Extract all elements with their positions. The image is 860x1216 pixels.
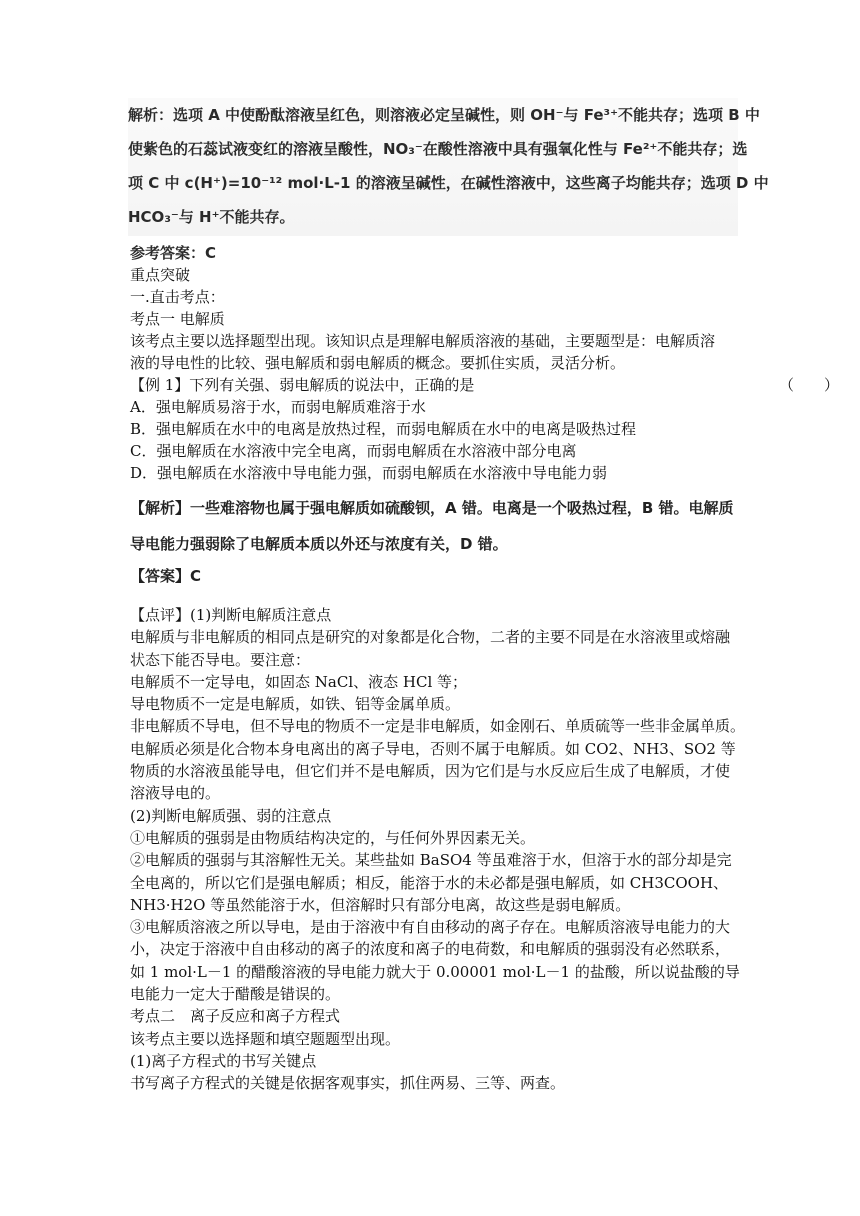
comment-line: 如 1 mol·L－1 的醋酸溶液的导电能力就大于 0.00001 mol·L－1 的盐酸，所以说盐酸的导 bbox=[130, 962, 740, 981]
comment-body bbox=[130, 604, 760, 1095]
comment-line: NH3·H2O 等虽然能溶于水，但溶解时只有部分电离，故这些是弱电解质。 bbox=[130, 895, 631, 914]
analysis-line: 使紫色的石蕊试液变红的溶液呈酸性，NO₃⁻在酸性溶液中具有强氧化性与 Fe²⁺不能共存；选 bbox=[128, 140, 748, 158]
analysis-line: HCO₃⁻与 H⁺不能共存。 bbox=[128, 208, 295, 226]
comment-line: (2)判断电解质强、弱的注意点 bbox=[130, 806, 332, 825]
comment-line: 状态下能否导电。要注意： bbox=[130, 650, 311, 669]
comment-line: (1)离子方程式的书写关键点 bbox=[130, 1051, 317, 1070]
comment-line: 导电物质不一定是电解质，如铁、铝等金属单质。 bbox=[130, 695, 461, 714]
comment-line: 电解质与非电解质的相同点是研究的对象都是化合物，二者的主要不同是在水溶液里或熔融 bbox=[130, 628, 731, 647]
comment-line: 小，决定于溶液中自由移动的离子的浓度和离子的电荷数，和电解质的强弱没有必然联系， bbox=[130, 940, 731, 959]
section-body bbox=[130, 264, 840, 484]
comment-line: 非电解质不导电，但不导电的物质不一定是非电解质，如金刚石、单质硫等一些非金属单质。 bbox=[130, 717, 746, 736]
analysis-line: 解析：选项 A 中使酚酞溶液呈红色，则溶液必定呈碱性，则 OH⁻与 Fe³⁺不能共存；选项 B 中 bbox=[128, 106, 760, 124]
analysis-image-block bbox=[128, 98, 769, 236]
comment-line: 该考点主要以选择题和填空题题型出现。 bbox=[130, 1029, 401, 1048]
explanation-image-block bbox=[130, 490, 740, 562]
comment-line: 物质的水溶液虽能导电，但它们并不是电解质，因为它们是与水反应后生成了电解质，才使 bbox=[130, 762, 731, 781]
analysis-line: 项 C 中 c(H⁺)=10⁻¹² mol·L-1 的溶液呈碱性，在碱性溶液中，这些离子均能共存；选项 D 中 bbox=[128, 174, 769, 192]
example-question bbox=[130, 374, 840, 396]
section-subheading: 一.直击考点： bbox=[130, 288, 225, 306]
reference-answer: 参考答案：C bbox=[130, 244, 217, 262]
comment-line: ③电解质溶液之所以导电，是由于溶液中有自由移动的离子存在。电解质溶液导电能力的大 bbox=[130, 918, 731, 937]
comment-line: ②电解质的强弱与其溶解性无关。某些盐如 BaSO4 等虽难溶于水，但溶于水的部分却是完 bbox=[130, 851, 732, 870]
point1-description: 液的导电性的比较、强电解质和弱电解质的概念。要抓住实质，灵活分析。 bbox=[130, 354, 626, 372]
comment-line: 电解质不一定导电，如固态 NaCl、液态 HCl 等； bbox=[130, 672, 468, 691]
option-b: B．强电解质在水中的电离是放热过程，而弱电解质在水中的电离是吸热过程 bbox=[130, 420, 637, 438]
answer-image-block bbox=[130, 558, 740, 594]
comment-line: 【点评】(1)判断电解质注意点 bbox=[130, 606, 332, 624]
example-label: 【例 1】下列有关强、弱电解质的说法中，正确的是 bbox=[130, 376, 475, 394]
comment-line: ①电解质的强弱是由物质结构决定的，与任何外界因素无关。 bbox=[130, 828, 536, 847]
comment-line: 溶液导电的。 bbox=[130, 784, 221, 803]
option-a: A．强电解质易溶于水，而弱电解质难溶于水 bbox=[130, 398, 426, 416]
explanation-line: 【解析】一些难溶物也属于强电解质如硫酸钡，A 错。电离是一个吸热过程，B 错。电解质 bbox=[130, 499, 734, 517]
comment-line: 考点二 离子反应和离子方程式 bbox=[130, 1007, 341, 1026]
comment-line: 电解质必须是化合物本身电离出的离子导电，否则不属于电解质。如 CO2、NH3、SO2 等 bbox=[130, 739, 736, 758]
comment-line: 书写离子方程式的关键是依据客观事实，抓住两易、三等、两查。 bbox=[130, 1074, 566, 1093]
comment-line: 全电离的，所以它们是强电解质；相反，能溶于水的未必都是强电解质，如 CH3COOH、 bbox=[130, 873, 729, 892]
answer-line: 【答案】C bbox=[130, 567, 202, 585]
section-heading: 重点突破 bbox=[130, 266, 191, 284]
option-c: C．强电解质在水溶液中完全电离，而弱电解质在水溶液中部分电离 bbox=[130, 442, 577, 460]
point1-title: 考点一 电解质 bbox=[130, 310, 225, 328]
comment-line: 电能力一定大于醋酸是错误的。 bbox=[130, 985, 341, 1004]
explanation-line: 导电能力强弱除了电解质本质以外还与浓度有关，D 错。 bbox=[130, 535, 508, 553]
point1-description: 该考点主要以选择题型出现。该知识点是理解电解质溶液的基础，主要题型是：电解质溶 bbox=[130, 332, 716, 350]
answer-paren: （ ） bbox=[779, 376, 840, 394]
option-d: D．强电解质在水溶液中导电能力强，而弱电解质在水溶液中导电能力弱 bbox=[130, 464, 608, 482]
